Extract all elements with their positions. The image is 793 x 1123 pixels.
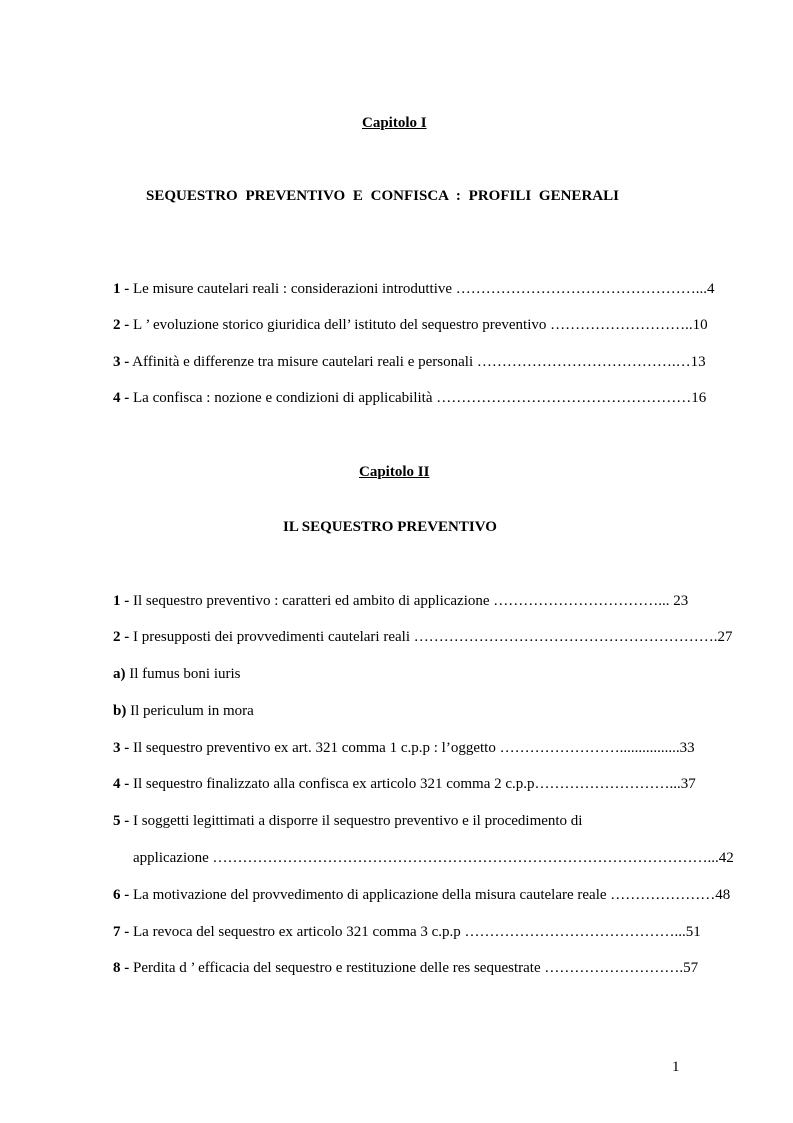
toc-entry-number: 1 - xyxy=(113,593,130,609)
toc-entry xyxy=(113,887,770,904)
chapter-2-heading: Capitolo II xyxy=(359,464,430,480)
toc-entry xyxy=(113,703,770,720)
toc-entry xyxy=(113,354,770,371)
toc-entry xyxy=(113,666,770,683)
toc-entry-text: Il sequestro preventivo ex art. 321 comma 1 c.p.p : l’oggetto ……………………................33 xyxy=(129,740,695,756)
chapter-1-title: SEQUESTRO PREVENTIVO E CONFISCA : PROFILI GENERALI xyxy=(146,188,619,204)
toc-entry-number: 3 - xyxy=(113,740,130,756)
toc-entry-text: Il sequestro preventivo : caratteri ed ambito di applicazione ……………………………... 23 xyxy=(129,593,689,609)
toc-entry xyxy=(113,776,770,793)
toc-entry xyxy=(113,813,770,830)
toc-entry-number: 6 - xyxy=(113,887,130,903)
toc-entry xyxy=(113,740,770,757)
toc-entry xyxy=(113,960,770,977)
toc-entry-number: 8 - xyxy=(113,960,130,976)
toc-entry-text: I presupposti dei provvedimenti cautelari reali …………………………………………………….27 xyxy=(129,629,733,645)
toc-entry-text: I soggetti legittimati a disporre il sequestro preventivo e il procedimento di xyxy=(129,813,583,829)
toc-entry xyxy=(113,281,770,298)
toc-entry-text: L ’ evoluzione storico giuridica dell’ istituto del sequestro preventivo ………………………..10 xyxy=(129,317,708,333)
toc-entry xyxy=(113,629,770,646)
toc-entry-number: 5 - xyxy=(113,813,130,829)
toc-entry-text: La revoca del sequestro ex articolo 321 comma 3 c.p.p ……………………………………...51 xyxy=(129,924,701,940)
toc-entry xyxy=(113,924,770,941)
toc-entry-text: Il fumus boni iuris xyxy=(125,666,241,682)
toc-entry-number: 4 - xyxy=(113,776,130,792)
toc-entry-number: 2 - xyxy=(113,317,130,333)
toc-entry-number: 1 - xyxy=(113,281,130,297)
toc-entry-text: applicazione ………………………………………………………………………………………...42 xyxy=(133,850,734,866)
toc-entry-text: Il sequestro finalizzato alla confisca ex articolo 321 comma 2 c.p.p………………………...37 xyxy=(129,776,696,792)
toc-entry-continuation xyxy=(133,850,770,867)
toc-entry-number: 3 - xyxy=(113,354,130,370)
chapter-1-heading: Capitolo I xyxy=(362,115,427,131)
toc-entry-text: Il periculum in mora xyxy=(126,703,254,719)
toc-entry xyxy=(113,593,770,610)
toc-entry-number: b) xyxy=(113,703,127,719)
toc-entry xyxy=(113,390,770,407)
toc-entry-text: La confisca : nozione e condizioni di applicabilità ……………………………………………16 xyxy=(129,390,707,406)
toc-entry-number: 7 - xyxy=(113,924,130,940)
page-number: 1 xyxy=(672,1059,680,1075)
toc-entry xyxy=(113,317,770,334)
toc-entry-text: Affinità e differenze tra misure cautelari reali e personali ………………………………….…13 xyxy=(129,354,706,370)
toc-entry-text: Le misure cautelari reali : considerazioni introduttive …………………………………………...4 xyxy=(129,281,715,297)
toc-entry-number: 2 - xyxy=(113,629,130,645)
chapter-2-title: IL SEQUESTRO PREVENTIVO xyxy=(283,519,497,535)
toc-entry-number: 4 - xyxy=(113,390,130,406)
toc-entry-number: a) xyxy=(113,666,126,682)
toc-entry-text: Perdita d ’ efficacia del sequestro e restituzione delle res sequestrate ……………………….57 xyxy=(129,960,699,976)
toc-entry-text: La motivazione del provvedimento di applicazione della misura cautelare reale …………………48 xyxy=(129,887,731,903)
